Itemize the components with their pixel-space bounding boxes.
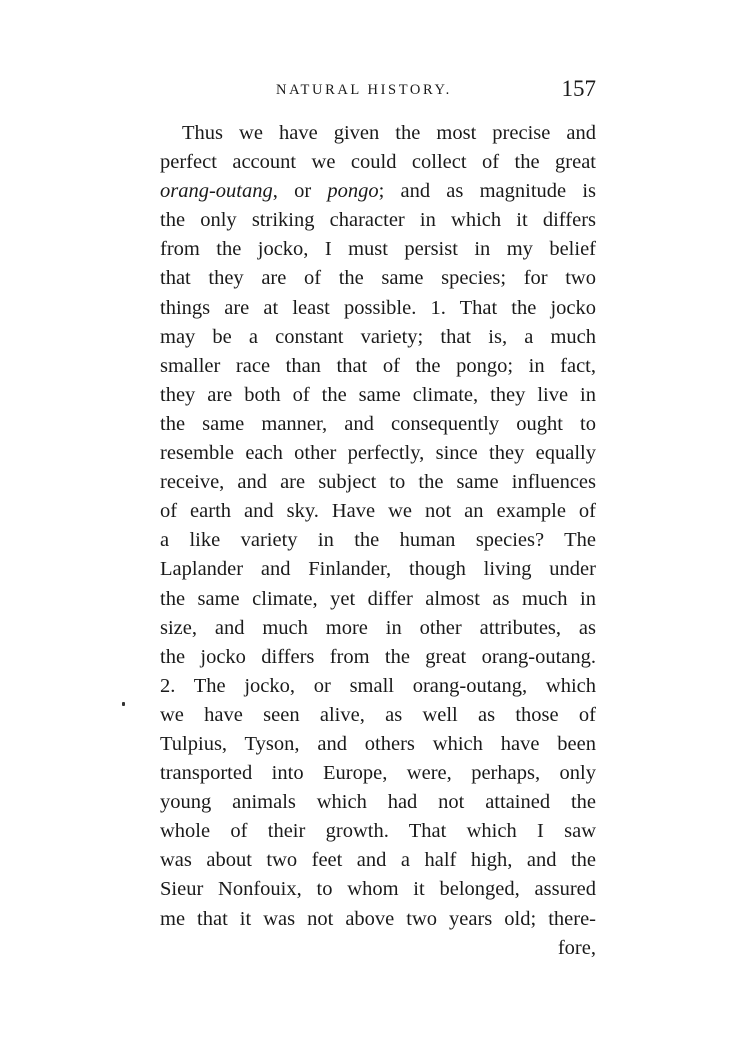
- text-line: perfect account we could collect of the great: [160, 151, 596, 174]
- page-number: 157: [561, 76, 596, 101]
- text-line: the same climate, yet differ almost as much in: [160, 587, 596, 610]
- text-line: Tulpius, Tyson, and others which have been: [160, 732, 596, 755]
- text-line: we have seen alive, as well as those of: [160, 703, 596, 726]
- text-line: the jocko differs from the great orang-outang.: [160, 645, 596, 668]
- text-line: Sieur Nonfouix, to whom it belonged, assured: [160, 878, 596, 901]
- italic-term-orang-outang: orang-outang: [160, 180, 273, 203]
- text-line: young animals which had not attained the: [160, 791, 596, 814]
- text-line: orang-outang, or pongo; and as magnitude is: [160, 180, 596, 203]
- text-line: from the jocko, I must persist in my belief: [160, 238, 596, 261]
- text-line: me that it was not above two years old; there-: [160, 907, 596, 930]
- ink-speck: [122, 702, 125, 706]
- text-line: they are both of the same climate, they live in: [160, 383, 596, 406]
- text-line: receive, and are subject to the same influences: [160, 471, 596, 494]
- italic-term-pongo: pongo: [327, 180, 379, 203]
- text-line: a like variety in the human species? The: [160, 529, 596, 552]
- text-line: Thus we have given the most precise and: [182, 122, 596, 144]
- running-title: NATURAL HISTORY.: [276, 82, 452, 98]
- body-text: [160, 119, 596, 963]
- text-line: the only striking character in which it differs: [160, 209, 596, 232]
- text-line: transported into Europe, were, perhaps, only: [160, 762, 596, 785]
- text-line: Laplander and Finlander, though living under: [160, 558, 596, 581]
- text-line: resemble each other perfectly, since they equally: [160, 442, 596, 465]
- text-line: things are at least possible. 1. That the jocko: [160, 296, 596, 319]
- text-line: size, and much more in other attributes, as: [160, 616, 596, 639]
- text-line: the same manner, and consequently ought to: [160, 412, 596, 435]
- text-line: was about two feet and a half high, and the: [160, 849, 596, 872]
- text-line: smaller race than that of the pongo; in fact,: [160, 354, 596, 377]
- text-line: whole of their growth. That which I saw: [160, 820, 596, 843]
- catchword: fore,: [557, 936, 596, 959]
- text-line: may be a constant variety; that is, a much: [160, 325, 596, 348]
- running-head: [160, 78, 596, 106]
- text-line: that they are of the same species; for two: [160, 267, 596, 290]
- text-line: 2. The jocko, or small orang-outang, which: [160, 674, 596, 697]
- text-line: of earth and sky. Have we not an example of: [160, 500, 596, 523]
